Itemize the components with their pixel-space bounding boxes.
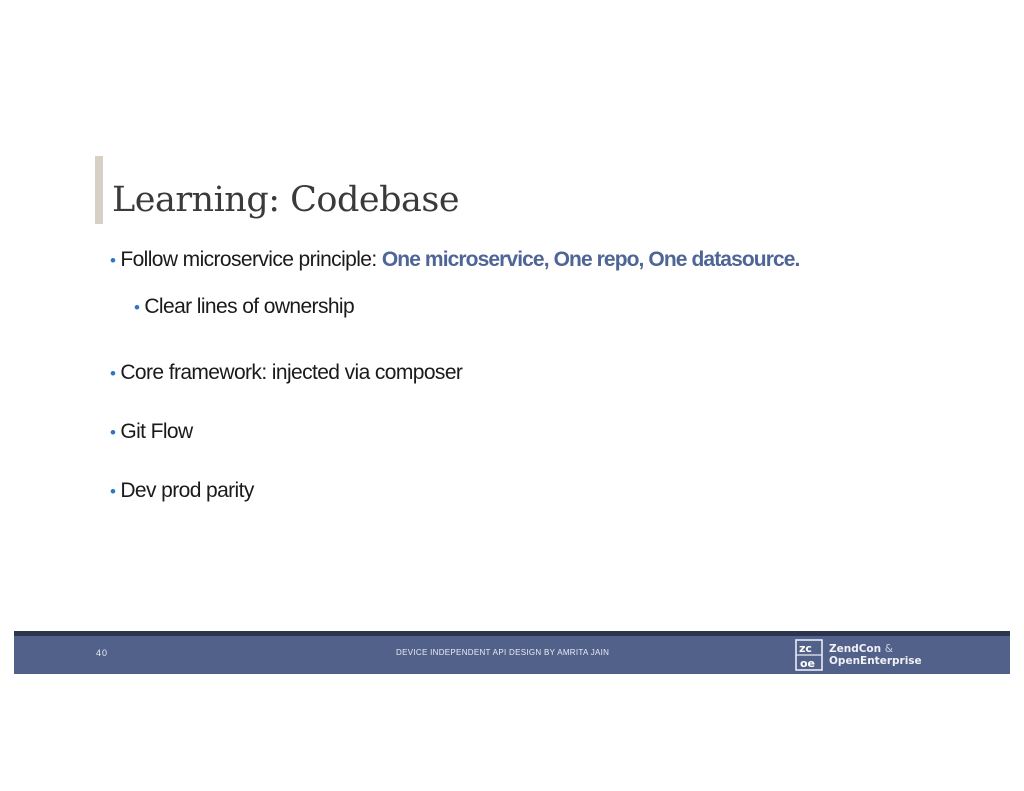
svg-text:oe: oe	[800, 657, 816, 670]
slide-title: Learning: Codebase	[112, 180, 460, 220]
bullet-icon: •	[110, 364, 116, 383]
bullet-item	[110, 420, 193, 444]
bullet-text: Core framework: injected via composer	[120, 361, 463, 384]
page-number: 40	[96, 648, 109, 658]
bullet-icon: •	[110, 251, 116, 270]
bullet-text: Git Flow	[120, 420, 193, 443]
zendcon-logo	[795, 638, 935, 672]
bullet-icon: •	[134, 298, 140, 317]
sub-bullet-item	[134, 295, 354, 319]
bullet-item	[110, 479, 254, 503]
svg-text:zc: zc	[799, 642, 812, 655]
title-accent-bar	[95, 156, 103, 224]
bullet-item	[110, 248, 799, 272]
bullet-text: Clear lines of ownership	[144, 295, 355, 318]
bullet-item	[110, 361, 462, 385]
bullet-icon: •	[110, 423, 116, 442]
zendcon-logo-icon	[795, 639, 823, 671]
bullet-text: Dev prod parity	[120, 479, 254, 502]
footer-caption: DEVICE INDEPENDENT API DESIGN BY AMRITA JAIN	[396, 648, 610, 657]
bullet-text: Follow microservice principle: One microservice, One repo, One datasource.	[120, 248, 800, 271]
logo-wordmark: ZendCon & OpenEnterprise	[829, 643, 922, 667]
bullet-icon: •	[110, 482, 116, 501]
bullet-emphasis: One microservice, One repo, One datasource.	[381, 248, 800, 271]
